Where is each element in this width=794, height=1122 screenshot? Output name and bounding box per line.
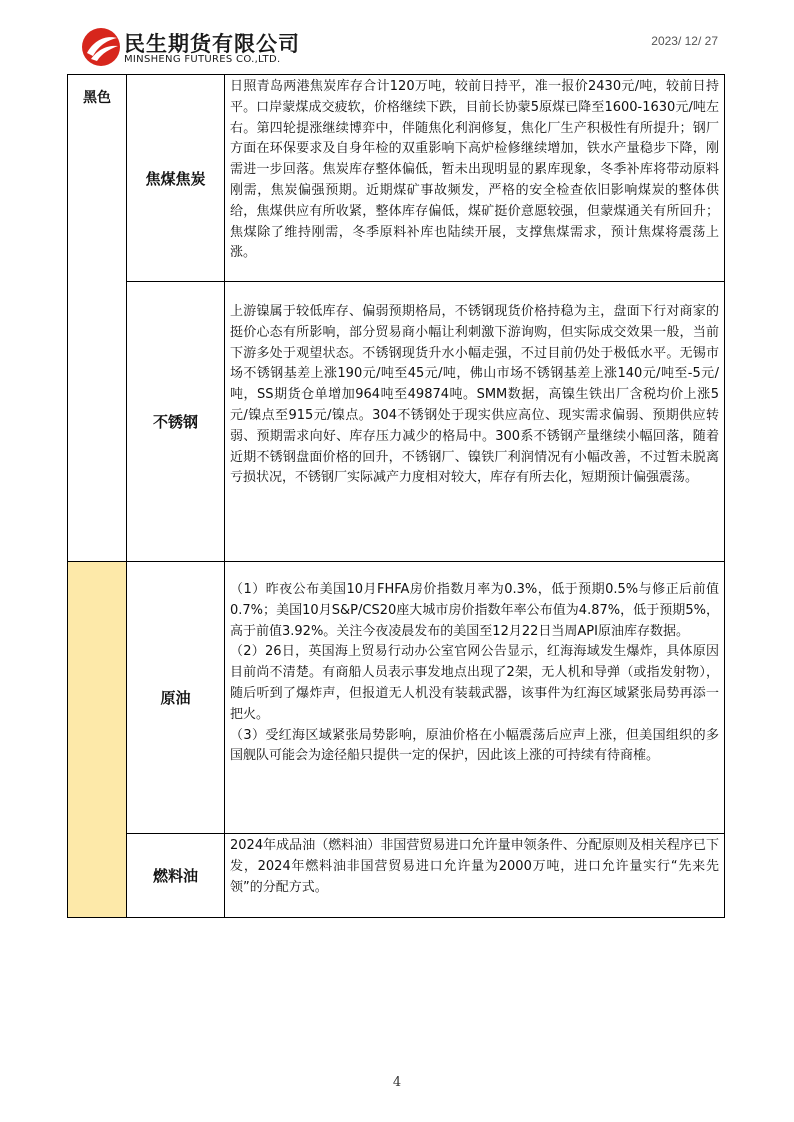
- minsheng-logo-icon: [80, 26, 122, 68]
- commodity-analysis: [225, 282, 725, 561]
- commodity-analysis: [225, 75, 725, 281]
- commodity-name: 不锈钢: [127, 282, 225, 561]
- report-date: 2023/ 12/ 27: [651, 34, 718, 48]
- page-number: 4: [392, 1075, 402, 1090]
- analysis-paragraph: （3）受红海区域紧张局势影响，原油价格在小幅震荡后应声上涨，但美国组织的多国舰队可能会为途径船只提供一定的保护，因此该上涨的可持续有待商榷。: [230, 727, 719, 764]
- analysis-paragraph: 上游镍属于较低库存、偏弱预期格局，不锈钢现货价格持稳为主，盘面下行对商家的挺价心态有所影响，部分贸易商小幅让利刺激下游询购，但实际成交效果一般，当前下游多处于观望状态。不锈钢现货升水小幅走强，不过目前仍处于极低水平。无锡市场不锈钢基差上涨190元/吨至45元/吨，佛山市场不锈钢基差上涨140元/吨至-5元/吨，SS期货仓单增加964吨至49874吨。SMM数据，高镍生铁出厂含税均价上涨5元/镍点至915元/镍点。304不锈钢处于现实供应高位、现实需求偏弱、预期供应转弱、预期需求向好、库存压力减少的格局中。300系不锈钢产量继续小幅回落，随着近期不锈钢盘面价格的回升，不锈钢厂、镍铁厂利润情况有小幅改善，不过暂未脱离亏损状况，不锈钢厂实际减产力度相对较大，库存有所去化，短期预计偏强震荡。: [230, 304, 719, 486]
- analysis-paragraph: 2024年成品油（燃料油）非国营贸易进口允许量申领条件、分配原则及相关程序已下发，2024年燃料油非国营贸易进口允许量为2000万吨，进口允许量实行“先来先领”的分配方式。: [230, 838, 719, 895]
- analysis-paragraph: 日照青岛两港焦炭库存合计120万吨，较前日持平，准一报价2430元/吨，较前日持平。口岸蒙煤成交疲软，价格继续下跌，目前长协蒙5原煤已降至1600-1630元/吨左右。第四轮提涨继续博弈中，伴随焦化利润修复，焦化厂生产积极性有所提升；钢厂方面在环保要求及自身年检的双重影响下高炉检修继续增加，铁水产量稳步下降，刚需进一步回落。焦炭库存整体偏低，暂未出现明显的累库现象，冬季补库将带动原料刚需，焦炭偏强预期。近期煤矿事故频发，严格的安全检查依旧影响煤炭的整体供给，焦煤供应有所收紧，整体库存偏低，煤矿挺价意愿较强，但蒙煤通关有所回升；焦煤除了维持刚需，冬季原料补库也陆续开展，支撑焦煤需求，预计焦煤将震荡上涨。: [230, 79, 719, 261]
- table-row: [127, 282, 725, 561]
- commodity-name: 燃料油: [127, 834, 225, 917]
- category-cell: [68, 562, 127, 917]
- category-label: 黑色: [83, 90, 111, 106]
- table-row: [68, 562, 725, 918]
- analysis-paragraph: （2）26日，英国海上贸易行动办公室官网公告显示，红海海域发生爆炸，具体原因目前尚不清楚。有商船人员表示事发地点出现了2架，无人机和导弹（或指发射物），随后听到了爆炸声，但报道无人机没有装载武器，该事件为红海区域紧张局势再添一把火。: [230, 644, 719, 722]
- table-row: [127, 562, 725, 834]
- commodity-table: [67, 74, 725, 918]
- category-cell: [68, 75, 127, 561]
- commodity-analysis: [225, 834, 725, 917]
- company-name-en: MINSHENG FUTURES CO.,LTD.: [124, 54, 281, 65]
- table-row: [68, 75, 725, 562]
- commodity-name: 原油: [127, 562, 225, 833]
- analysis-paragraph: （1）昨夜公布美国10月FHFA房价指数月率为0.3%，低于预期0.5%与修正后前值0.7%；美国10月S&P/CS20座大城市房价指数年率公布值为4.87%，低于预期5%，高于前值3.92%。关注今夜凌晨发布的美国至12月22日当周API原油库存数据。: [230, 582, 719, 639]
- table-row: [127, 75, 725, 282]
- page-header: [0, 0, 794, 70]
- commodity-name: 焦煤焦炭: [127, 75, 225, 281]
- table-row: [127, 834, 725, 917]
- company-name-cn: 民生期货有限公司: [124, 32, 300, 56]
- commodity-analysis: [225, 562, 725, 833]
